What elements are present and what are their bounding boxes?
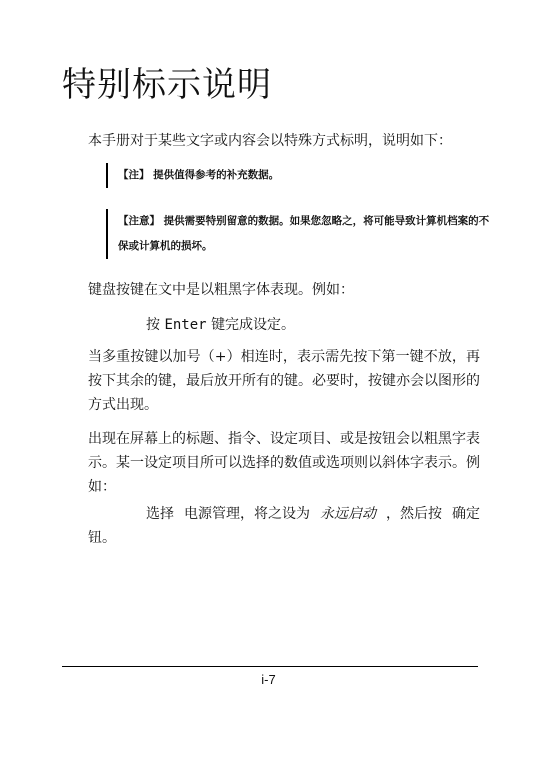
note-text: 提供值得参考的补充数据。 — [153, 169, 280, 181]
key-example — [146, 313, 295, 337]
footer-divider — [62, 666, 478, 667]
caution-box — [106, 209, 494, 259]
option-mid-text: ，将之设为 — [240, 506, 310, 522]
caution-text: 提供需要特别留意的数据。如果您忽略之，将可能导致计算机档案的不保或计算机的损坏。 — [118, 215, 490, 252]
screen-text-paragraph: 出现在屏幕上的标题、指令、设定项目、或是按钮会以粗黑字表示。某一设定项目所可以选择的数值或选项则以斜体字表示。例如： — [88, 431, 480, 495]
note-label: 【注】 — [118, 169, 150, 181]
key-example-before: 按 — [146, 317, 160, 333]
page-number: i-7 — [261, 672, 276, 687]
key-example-after: 键完成设定。 — [211, 317, 296, 333]
keyboard-paragraph: 键盘按键在文中是以粗黑字体表现。例如： — [88, 282, 354, 298]
key-example-key: Enter — [164, 317, 207, 333]
option-value: 永远启动 — [320, 506, 376, 522]
option-after-text: ，然后按 — [386, 506, 442, 522]
note-box — [106, 163, 494, 188]
option-menu-name: 电源管理 — [184, 506, 240, 522]
option-button-name: 确定 — [452, 506, 480, 522]
intro-paragraph: 本手册对于某些文字或内容会以特殊方式标明，说明如下： — [88, 133, 452, 149]
option-example — [88, 502, 480, 550]
page-title: 特别标示说明 — [62, 65, 272, 105]
option-end-text: 钮。 — [88, 530, 116, 546]
multi-key-paragraph: 当多重按键以加号（+）相连时，表示需先按下第一键不放，再按下其余的键，最后放开所有的键。必要时，按键亦会以图形的方式出现。 — [88, 349, 480, 413]
option-select-word: 选择 — [146, 506, 174, 522]
caution-label: 【注意】 — [118, 215, 160, 227]
